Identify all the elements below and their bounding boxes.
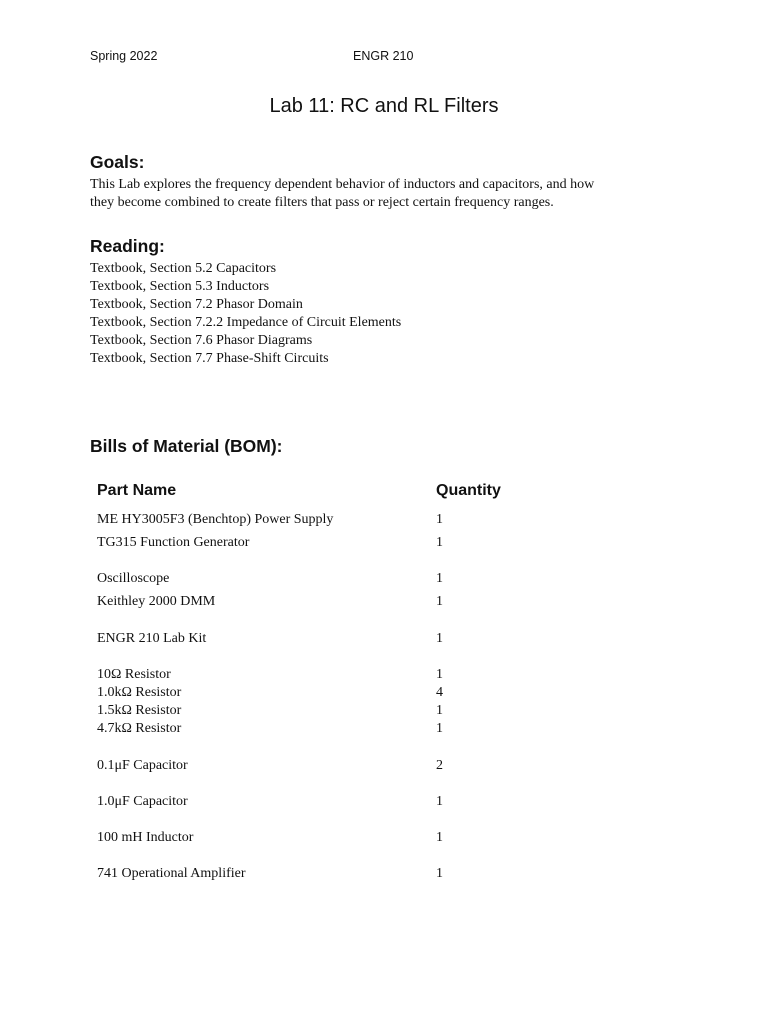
bom-column-quantity: Quantity (436, 482, 501, 499)
bom-row (97, 757, 497, 775)
bom-quantity: 1 (436, 703, 443, 718)
bom-quantity: 1 (436, 721, 443, 736)
bom-part-name: ME HY3005F3 (Benchtop) Power Supply (97, 512, 334, 527)
bom-quantity: 1 (436, 866, 443, 881)
header-course: ENGR 210 (353, 49, 414, 63)
bom-part-name: 4.7kΩ Resistor (97, 721, 182, 736)
bom-part-name: ENGR 210 Lab Kit (97, 631, 207, 646)
bom-row (97, 865, 497, 883)
bom-part-name: 0.1μF Capacitor (97, 758, 188, 773)
bom-part-name: Oscilloscope (97, 571, 170, 586)
reading-item: Textbook, Section 7.2 Phasor Domain (90, 297, 303, 312)
bom-part-name: TG315 Function Generator (97, 535, 250, 550)
bom-quantity: 1 (436, 794, 443, 809)
bom-row (97, 570, 497, 588)
bom-part-name: 1.5kΩ Resistor (97, 703, 182, 718)
bom-part-name: Keithley 2000 DMM (97, 594, 216, 609)
bom-heading: Bills of Material (BOM): (90, 436, 283, 456)
page-title: Lab 11: RC and RL Filters (269, 95, 499, 117)
bom-part-name: 1.0kΩ Resistor (97, 685, 182, 700)
bom-quantity: 1 (436, 535, 443, 550)
bom-row (97, 666, 497, 684)
bom-part-name: 1.0μF Capacitor (97, 794, 188, 809)
bom-quantity: 1 (436, 667, 443, 682)
bom-row (97, 593, 497, 611)
goals-heading: Goals: (90, 152, 145, 172)
bom-row (97, 684, 497, 702)
bom-part-name: 100 mH Inductor (97, 830, 194, 845)
bom-column-part-name: Part Name (97, 482, 177, 499)
bom-row (97, 630, 497, 648)
reading-item: Textbook, Section 7.6 Phasor Diagrams (90, 333, 313, 348)
bom-row (97, 511, 497, 529)
bom-quantity: 4 (436, 685, 443, 700)
reading-item: Textbook, Section 5.2 Capacitors (90, 261, 277, 276)
reading-item: Textbook, Section 5.3 Inductors (90, 279, 270, 294)
bom-quantity: 1 (436, 571, 443, 586)
bom-quantity: 2 (436, 758, 443, 773)
reading-heading: Reading: (90, 236, 165, 256)
reading-list (90, 260, 401, 368)
bom-part-name: 10Ω Resistor (97, 667, 171, 682)
bom-part-name: 741 Operational Amplifier (97, 866, 246, 881)
bom-quantity: 1 (436, 631, 443, 646)
bom-quantity: 1 (436, 594, 443, 609)
bom-row (97, 720, 497, 738)
bom-row (97, 534, 497, 552)
reading-item: Textbook, Section 7.2.2 Impedance of Circuit Elements (90, 315, 402, 330)
bom-quantity: 1 (436, 512, 443, 527)
bom-row (97, 829, 497, 847)
reading-item: Textbook, Section 7.7 Phase-Shift Circuits (90, 351, 329, 366)
bom-quantity: 1 (436, 830, 443, 845)
goals-line-1: This Lab explores the frequency dependent behavior of inductors and capacitors, and how (90, 177, 595, 192)
bom-row (97, 793, 497, 811)
goals-line-2: they become combined to create filters that pass or reject certain frequency ranges. (90, 195, 554, 210)
bom-row (97, 702, 497, 720)
header-term: Spring 2022 (90, 49, 158, 63)
